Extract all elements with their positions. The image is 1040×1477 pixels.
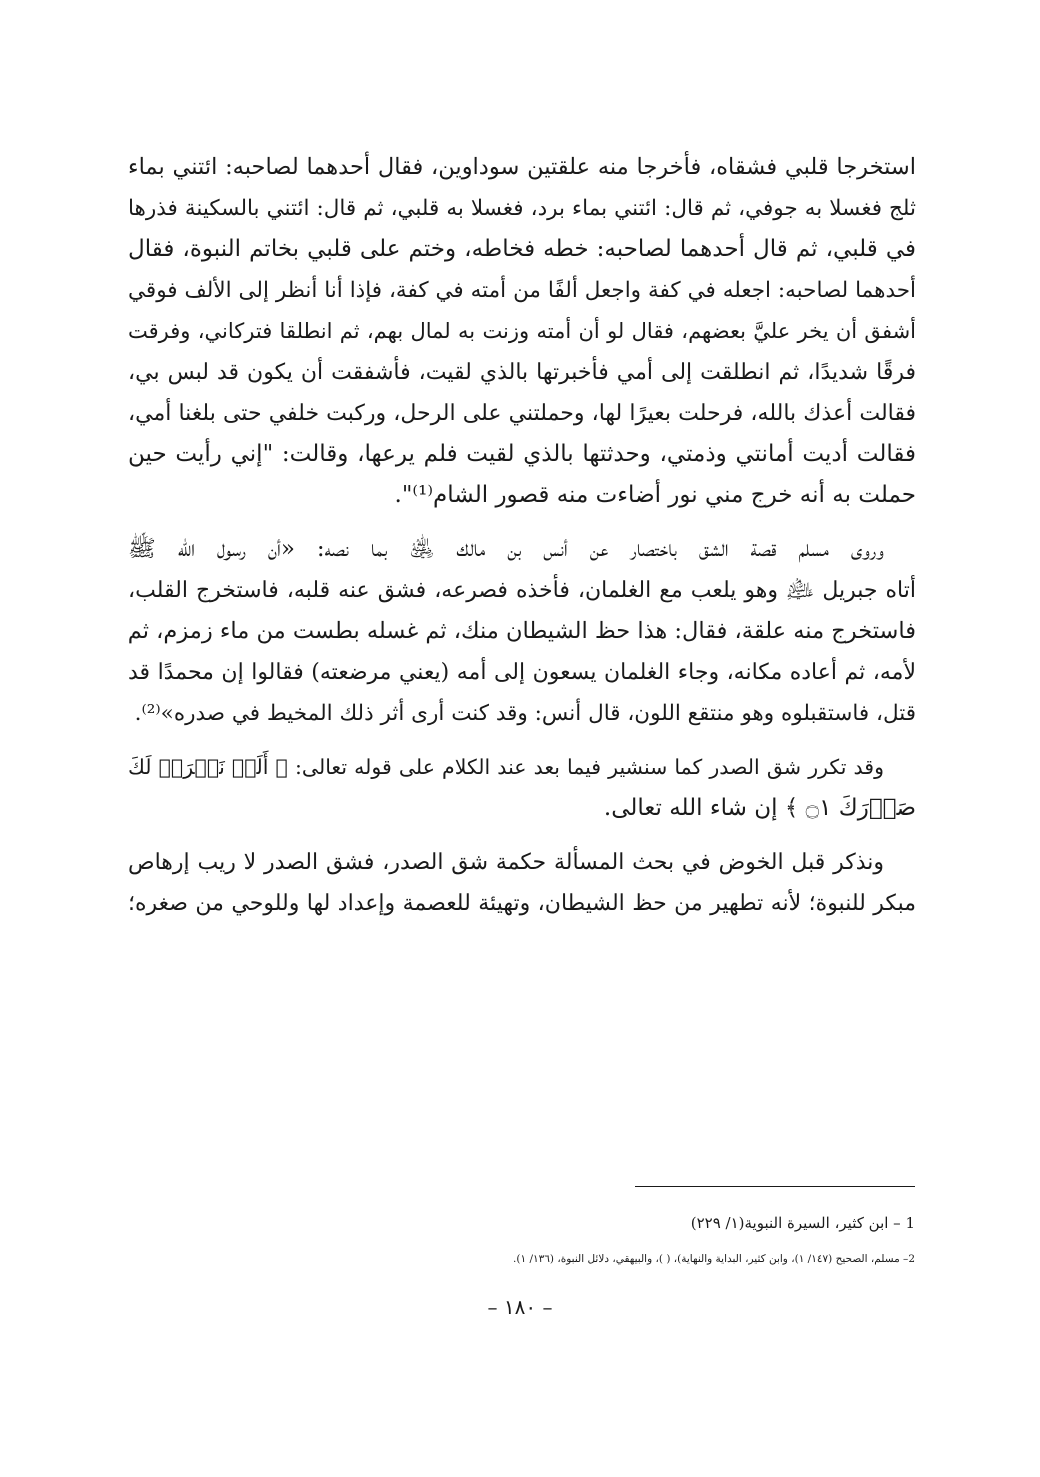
text-line: استخرجا قلبي فشقاه، فأخرجا منه علقتين سوداوين، فقال أحدهما لصاحبه: ائتني بماء: [128, 154, 916, 180]
footnote-separator: [635, 1186, 915, 1187]
text-line: أحدهما لصاحبه: اجعله في كفة واجعل ألفًا من أمته في كفة، فإذا أنا أنظر إلى الألف فوقي: [128, 278, 916, 303]
text-line: مبكر للنبوة؛ لأنه تطهير من حظ الشيطان، وتهيئة للعصمة وإعداد لها وللوحي من صغره؛: [128, 891, 916, 916]
text-line: ثلج فغسلا به جوفي، ثم قال: ائتني بماء برد، فغسلا به قلبي، ثم قال: ائتني بالسكينة فذرها: [128, 196, 916, 221]
footnotes: [500, 1205, 915, 1277]
paragraph-gap: [128, 829, 916, 842]
text-line: فقالت أديت أمانتي وذمتي، وحدثتها بالذي لقيت فلم يرعها، وقالت: "إني رأيت حين: [128, 441, 916, 467]
text-line: لأمه، ثم أعاده مكانه، وجاء الغلمان يسعون إلى أمه (يعني مرضعته) فقالوا إن محمدًا قد: [128, 660, 916, 685]
text-line: أشفق أن يخر عليَّ بعضهم، فقال لو أن أمته وزنت به لمال بهم، ثم انطلقا فتركاني، وفرقت: [128, 319, 916, 343]
footnote-2: 2– مسلم، الصحيح (١٤٧/ ١)، وابن كثير، البداية والنهاية)، ( )، والبيهقي، دلائل النبوة، (١٣٦/ ١).: [513, 1253, 915, 1265]
text-line: فاستخرج منه علقة، فقال: هذا حظ الشيطان منك، ثم غسله بطست من ماء زمزم، ثم: [128, 618, 916, 644]
page-number: – ١٨٠ –: [487, 1295, 553, 1319]
text-line: صَدۡرَكَ ۝١ ﴾ إن شاء الله تعالى.: [603, 795, 916, 821]
paragraph-gap: [128, 516, 916, 529]
paragraph-2: [128, 529, 916, 734]
footnote-1: 1 – ابن كثير، السيرة النبوية(١/ ٢٢٩): [690, 1214, 915, 1232]
text-line: ونذكر قبل الخوض في بحث المسألة حكمة شق الصدر، فشق الصدر لا ريب إرهاص: [128, 850, 884, 875]
text-line: فرقًا شديدًا، ثم انطلقت إلى أمي فأخبرتها بالذي لقيت، فأشفقت أن يكون قد لبس بي،: [128, 360, 916, 385]
text-line: فقالت أعذك بالله، فرحلت بعيرًا لها، وحملتني على الرحل، وركبت خلفي حتى بلغنا أمي،: [128, 401, 916, 426]
text-line: قتل، فاستقبلوه وهو منتقع اللون، قال أنس: وقد كنت أرى أثر ذلك المخيط في صدره»⁽²⁾.: [134, 701, 916, 726]
text-line: حملت به أنه خرج مني نور أضاءت منه قصور الشام⁽¹⁾".: [394, 482, 916, 508]
text-line: وقد تكرر شق الصدر كما سنشير فيما بعد عند الكلام على قوله تعالى: ﴿ أَلَمۡ نَشۡرَحۡ لَكَ: [128, 755, 884, 779]
paragraph-gap: [128, 734, 916, 747]
text-line: في قلبي، ثم قال أحدهما لصاحبه: خطه فخاطه، وختم على قلبي بخاتم النبوة، فقال: [128, 236, 916, 262]
text-line: وروى مسلم قصة الشق باختصار عن أنس بن مالك ﵁ بما نصه: «أن رسول الله ﷺ: [128, 536, 884, 562]
text-line: أتاه جبريل ﵇ وهو يلعب مع الغلمان، فأخذه فصرعه، فشق عنه قلبه، فاستخرج القلب،: [128, 578, 916, 603]
paragraph-3: [128, 747, 916, 829]
main-text: [128, 147, 916, 924]
paragraph-4: [128, 842, 916, 924]
paragraph-1: [128, 147, 916, 516]
